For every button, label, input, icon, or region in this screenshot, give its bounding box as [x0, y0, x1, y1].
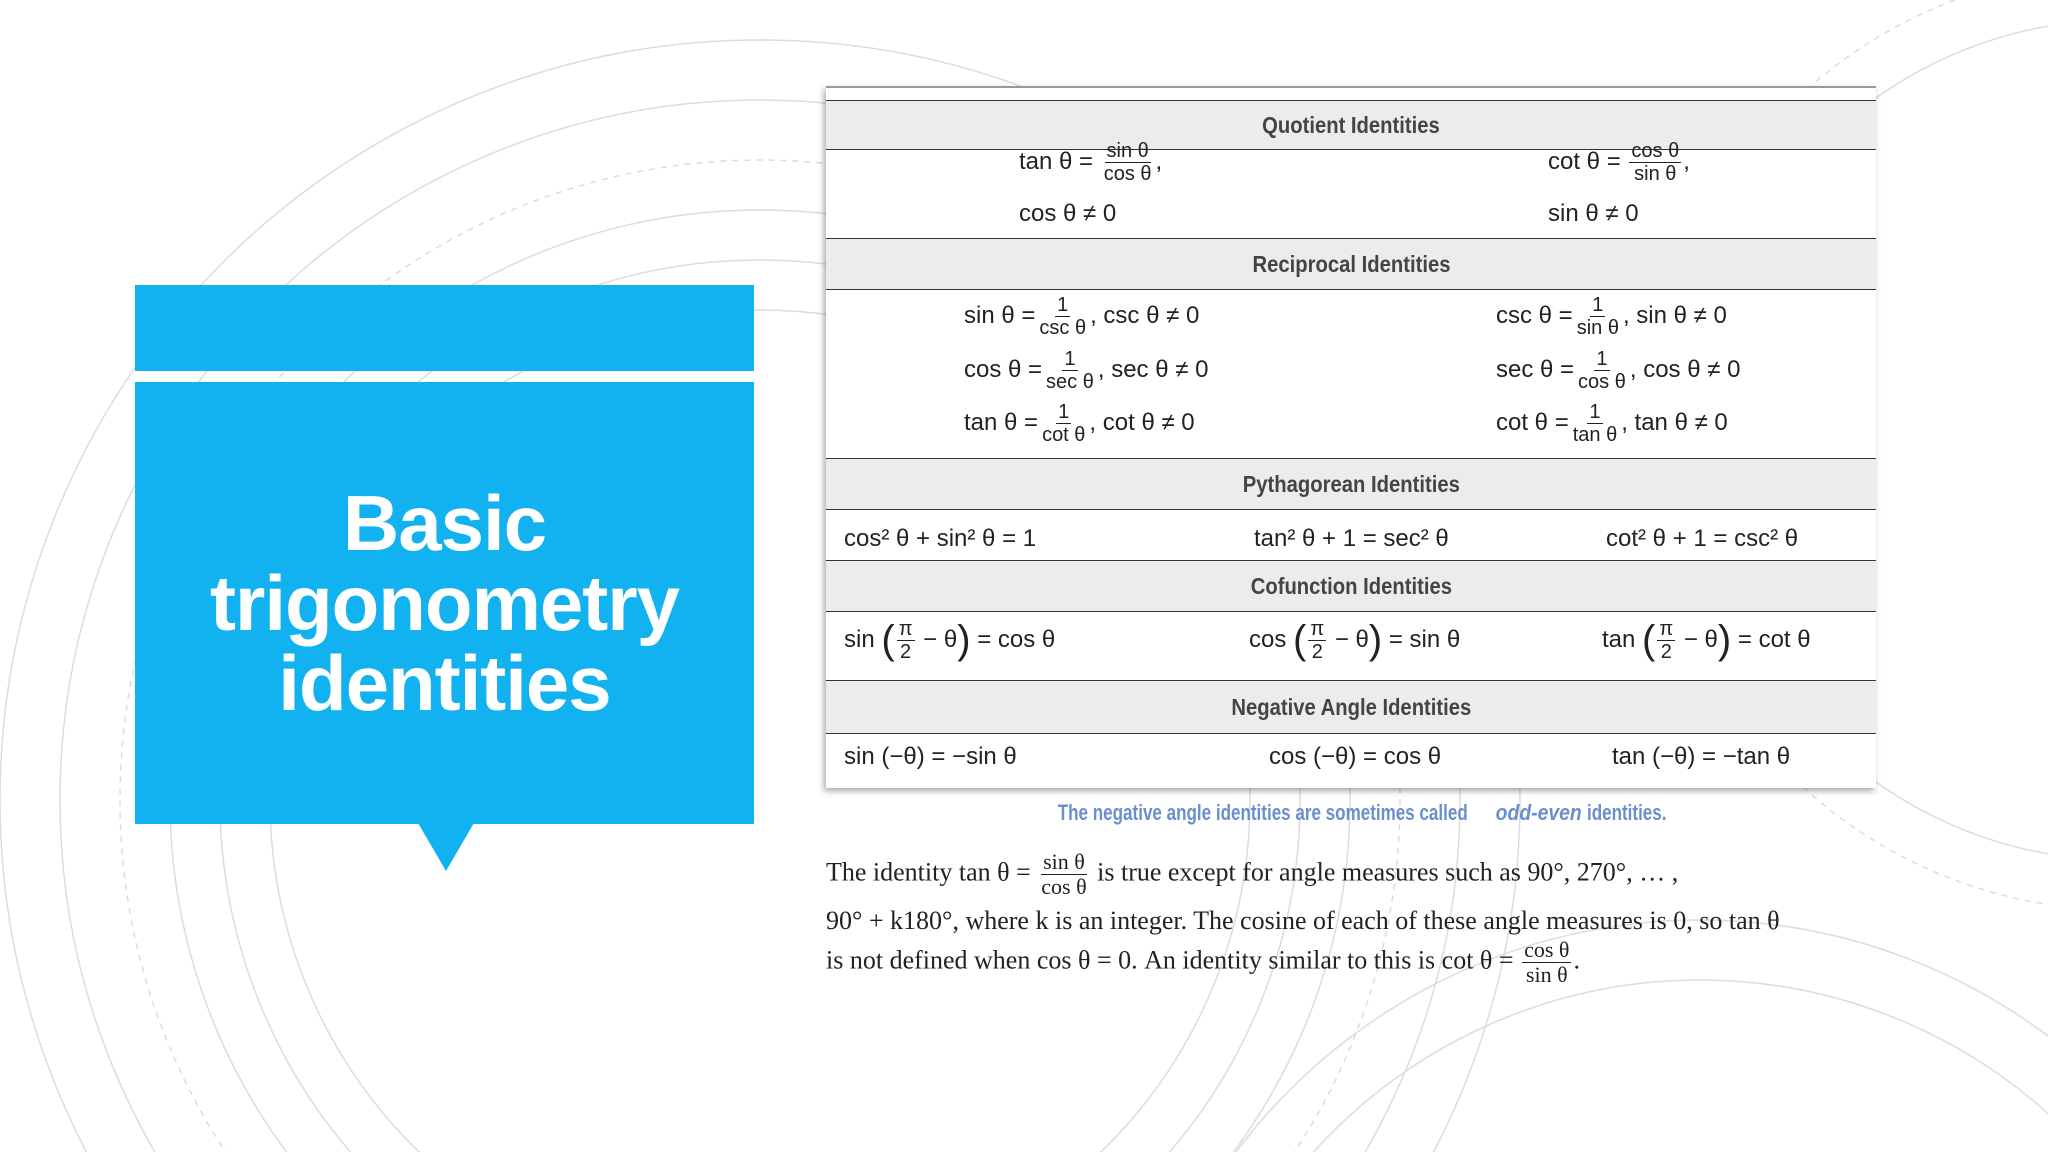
quotient-cot-condition: sin θ ≠ 0 [1548, 200, 1639, 227]
title-accent-bar [135, 285, 754, 371]
negative-heading: Negative Angle Identities [826, 680, 1876, 734]
reciprocal-right-3: cot θ = $\frac{1}{\text{tan θ}}$ , tan θ ≠ 0 [1496, 401, 1728, 446]
pythagorean-2: tan² θ + 1 = sec² θ [1254, 525, 1449, 552]
slide-title: Basic trigonometry identities [209, 479, 680, 727]
reciprocal-heading: Reciprocal Identities [826, 238, 1876, 290]
cofunction-2: cos ( $\frac{\pi}{2}$ − θ) = sin θ [1249, 618, 1461, 663]
negative-3: tan (−θ) = −tan θ [1612, 743, 1791, 770]
pythagorean-3: cot² θ + 1 = csc² θ [1606, 525, 1799, 552]
reciprocal-left-3: tan θ = $\frac{1}{\text{cot θ}}$ , cot θ ≠ 0 [964, 401, 1195, 446]
paragraph-line-3: is not defined when cos θ = 0. An identity similar to this is cot θ = $\frac{\text{cos θ}}{\text{sin θ}}$ . [826, 937, 1580, 987]
title-pointer [418, 823, 474, 871]
pythagorean-1: cos² θ + sin² θ = 1 [844, 525, 1037, 552]
quotient-heading: Quotient Identities [826, 100, 1876, 150]
identities-table [826, 86, 1876, 788]
pythagorean-heading: Pythagorean Identities [826, 458, 1876, 510]
negative-2: cos (−θ) = cos θ [1269, 743, 1442, 770]
cofunction-3: tan ( $\frac{\pi}{2}$ − θ) = cot θ [1602, 618, 1811, 663]
negative-1: sin (−θ) = −sin θ [844, 743, 1017, 770]
table-caption: The negative angle identities are sometimes calledodd-evenidentities. [1057, 800, 1667, 825]
reciprocal-right-2: sec θ = $\frac{1}{\text{cos θ}}$ , cos θ ≠ 0 [1496, 348, 1741, 393]
quotient-cot: cot θ = $\frac{\text{cos θ}}{\text{sin θ}}$ , [1548, 140, 1690, 185]
reciprocal-left-1: sin θ = $\frac{1}{\text{csc θ}}$ , csc θ ≠ 0 [964, 294, 1200, 339]
reciprocal-left-2: cos θ = $\frac{1}{\text{sec θ}}$ , sec θ ≠ 0 [964, 348, 1209, 393]
paragraph-line-1: The identity tan θ = $\frac{\text{sin θ}}{\text{cos θ}}$ is true except for angle measures such as 90°, 270°, … , [826, 849, 1679, 899]
reciprocal-right-1: csc θ = $\frac{1}{\text{sin θ}}$ , sin θ ≠ 0 [1496, 294, 1727, 339]
quotient-tan-condition: cos θ ≠ 0 [1019, 200, 1117, 227]
cofunction-1: sin ( $\frac{\pi}{2}$ − θ) = cos θ [844, 618, 1056, 663]
title-box [135, 382, 754, 824]
cofunction-heading: Cofunction Identities [826, 560, 1876, 612]
quotient-tan: tan θ = $\frac{\text{sin θ}}{\text{cos θ}}$ , [1019, 140, 1163, 185]
paragraph-line-2: 90° + k180°, where k is an integer. The cosine of each of these angle measures is 0, so tan θ [826, 906, 1780, 935]
